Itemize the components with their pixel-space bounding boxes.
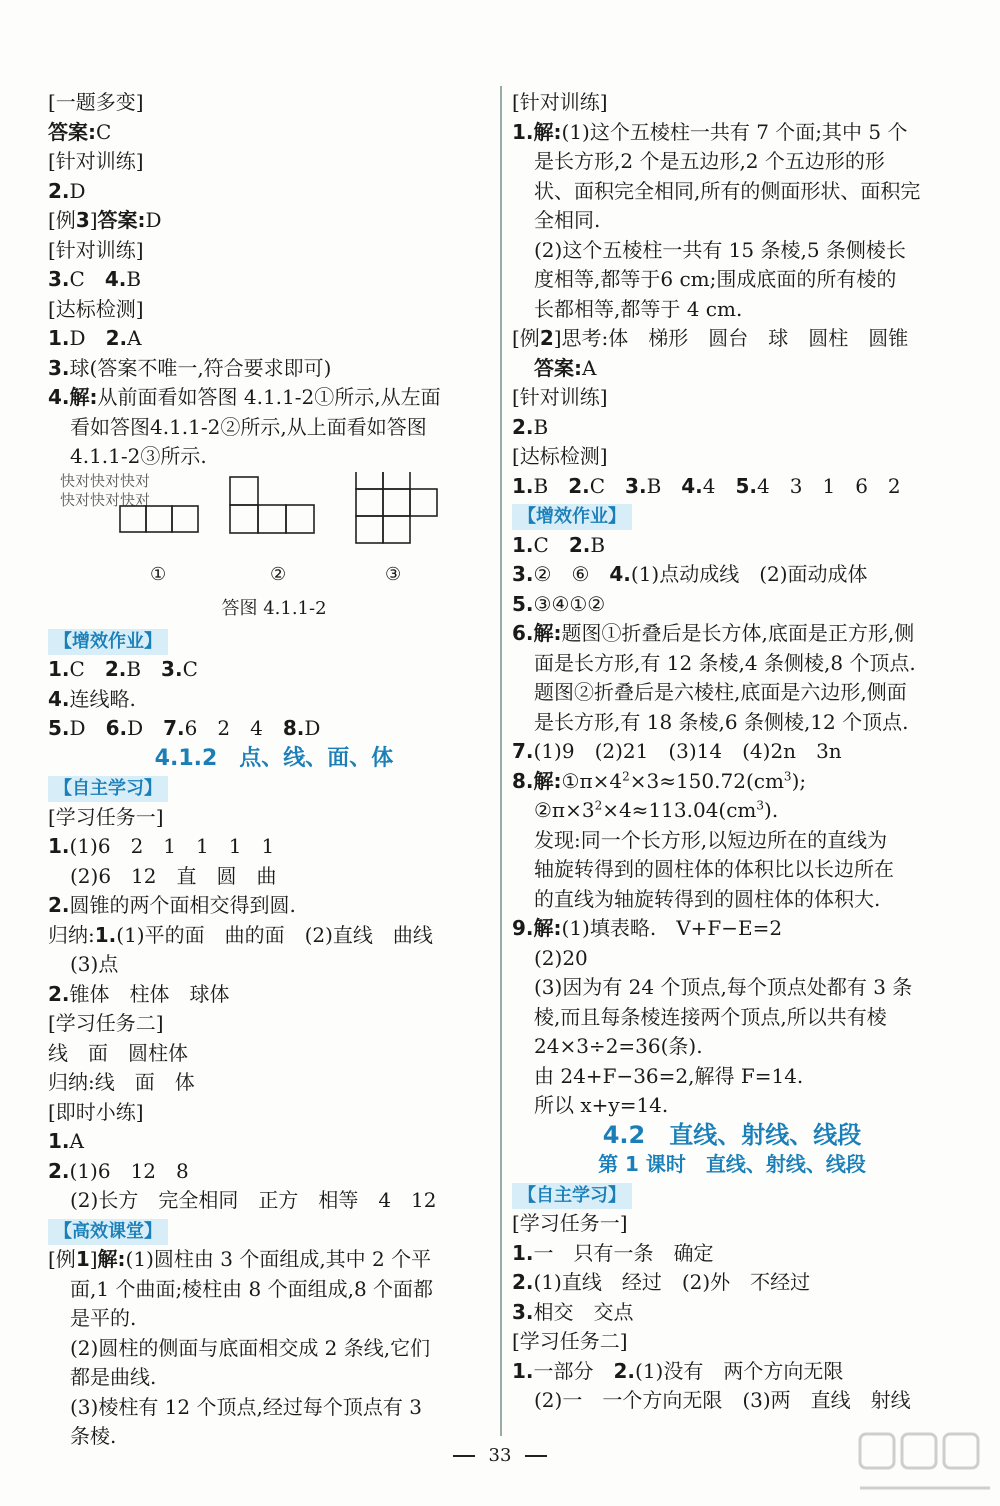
answer-continuation: (3)棱柱有 12 个顶点,经过每个顶点有 3 (70, 1394, 422, 1419)
section-tag: 【增效作业】 (48, 626, 500, 656)
answer-continuation: $②\pi\times 3^2\times 4\approx 113.04(cm^3)$. (534, 798, 779, 822)
answer-line: 3.相交 交点 (512, 1299, 634, 1324)
answer-line: 1.B 2.C 3.B 4.4 5.4 3 1 6 2 (512, 473, 901, 498)
view2-cell (230, 505, 258, 533)
view3-cell (383, 489, 410, 516)
answer-continuation: (2)这个五棱柱一共有 15 条棱,5 条侧棱长 (534, 237, 906, 262)
page-number: 33 (0, 1445, 1000, 1466)
watermark-text: 快对快对快对 (60, 471, 151, 490)
answer-line: 3.C 4.B (48, 267, 142, 291)
answer-line: 1.D 2.A (48, 326, 142, 350)
summary-line: 归纳:线 面 体 (48, 1070, 195, 1094)
view2-cell (258, 505, 286, 533)
answer-line: 8.解$:①\pi\times 4^2\times 3\approx 150.72(cm^3)$; (512, 768, 807, 793)
answer-continuation: 全相同. (534, 208, 601, 232)
answer-line: 6.解:题图①折叠后是长方体,底面是正方形,侧 (512, 621, 915, 645)
answer-line: 7.(1)9 (2)21 (3)14 (4)2n 3n (512, 739, 842, 763)
answer-continuation: (2)一 一个方向无限 (3)两 直线 射线 (534, 1388, 911, 1412)
site-logo-stamp-icon (850, 1426, 1000, 1506)
answer-continuation: 条棱. (70, 1424, 117, 1448)
answer-continuation: 面是长方形,有 12 条棱,4 条侧棱,8 个顶点. (534, 650, 916, 675)
answer-line: 2.D (48, 178, 86, 203)
section-tag: 【高效课堂】 (48, 1216, 500, 1246)
right-column (512, 88, 952, 1416)
answer-continuation: 题图②折叠后是六棱柱,底面是六边形,侧面 (534, 680, 907, 704)
answer-continuation: (2)圆柱的侧面与底面相交成 2 条线,它们 (70, 1335, 431, 1360)
example-answer: [例3]答案:D (48, 208, 162, 232)
section-label: [针对训练] (512, 385, 608, 409)
summary-line: 归纳:1.(1)平的面 曲的面 (2)直线 曲线 (48, 922, 433, 947)
section-label: [学习任务一] (48, 804, 164, 829)
answer-continuation: 长都相等,都等于 4 cm. (534, 296, 743, 321)
example-answer: [例1]解:(1)圆柱由 3 个面组成,其中 2 个平 (48, 1247, 432, 1271)
section-label: [学习任务二] (48, 1011, 164, 1035)
section-label: [学习任务二] (512, 1329, 628, 1353)
section-label: [学习任务一] (512, 1211, 628, 1235)
view1-cell (172, 506, 198, 532)
view3-cell (356, 489, 383, 516)
figure-label: ① (150, 563, 167, 585)
answer-line: 答案:A (534, 355, 597, 380)
answer-line: 5.③④①② (512, 591, 606, 616)
view3-cell (410, 489, 437, 516)
section-label: [针对训练] (512, 90, 608, 114)
answer-continuation: 是平的. (70, 1306, 137, 1330)
answer-line: 1.一 只有一条 确定 (512, 1240, 714, 1265)
answer-continuation: 状、面积完全相同,所有的侧面形状、面积完 (534, 178, 921, 203)
answer-continuation: 由 24+F−36=2,解得 F=14. (534, 1063, 804, 1088)
view3-cell (356, 516, 383, 543)
answer-continuation: (3)因为有 24 个顶点,每个顶点处都有 3 条 (534, 975, 913, 999)
answer-continuation: 24×3÷2=36(条). (534, 1034, 703, 1058)
view2-cell (286, 505, 314, 533)
left-column (48, 88, 500, 1452)
answer-continuation: 是长方形,2 个是五边形,2 个五边形的形 (534, 149, 885, 173)
answer-line: 5.D 6.D 7.6 2 4 8.D (48, 716, 321, 740)
section-heading: 4.1.2 点、线、面、体 (154, 745, 394, 771)
answer-continuation: 发现:同一个长方形,以短边所在的直线为 (534, 827, 888, 852)
answer-continuation: 的直线为轴旋转得到的圆柱体的体积大. (534, 886, 881, 911)
figure-caption: 答图 4.1.1-2 (221, 597, 327, 619)
section-label: [即时小练] (48, 1099, 144, 1124)
answer-line: 答案:C (48, 119, 112, 144)
answer-line: 3.球(答案不唯一,符合要求即可) (48, 355, 332, 380)
answer-continuation: (2)6 12 直 圆 曲 (70, 863, 277, 888)
answer-line: 1.C 2.B 3.C (48, 657, 198, 681)
example-answer: [例2]思考:体 梯形 圆台 球 圆柱 圆锥 (512, 326, 909, 350)
answer-continuation: 轴旋转得到的圆柱体的体积比以长边所在 (534, 857, 894, 881)
answer-continuation: (2)20 (534, 945, 588, 970)
section-tag: 【自主学习】 (48, 773, 500, 803)
view2-cell (230, 477, 258, 505)
answer-continuation: (3)点 (70, 952, 119, 976)
view1-cell (120, 506, 146, 532)
answer-line: 3.② ⑥ 4.(1)点动成线 (2)面动成体 (512, 562, 868, 586)
answer-line: 2.锥体 柱体 球体 (48, 981, 230, 1006)
figure-label: ② (270, 563, 287, 585)
view3-cell (383, 472, 410, 489)
view1-cell (146, 506, 172, 532)
answer-line: 2.(1)6 12 8 (48, 1158, 189, 1183)
answer-continuation: 4.1.1-2③所示. (70, 444, 207, 468)
answer-line: 1.A (48, 1129, 84, 1153)
section-label: [达标检测] (512, 444, 608, 468)
answer-continuation: 看如答图4.1.1-2②所示,从上面看如答图 (70, 414, 427, 439)
section-label: [针对训练] (48, 149, 144, 173)
answer-line: 1.(1)6 2 1 1 1 1 (48, 834, 275, 858)
section-tag: 【自主学习】 (512, 1180, 952, 1210)
section-tag: 【增效作业】 (512, 501, 952, 531)
answer-figure (48, 472, 500, 602)
section-label: [一题多变] (48, 90, 144, 114)
answer-continuation: (2)长方 完全相同 正方 相等 4 12 (70, 1188, 437, 1212)
answer-continuation: 是长方形,有 18 条棱,6 条侧棱,12 个顶点. (534, 709, 909, 734)
section-heading: 4.2 直线、射线、线段 (602, 1120, 862, 1149)
answer-continuation: 面,1 个曲面;棱柱由 8 个面组成,8 个面都 (70, 1276, 434, 1301)
answer-continuation: 棱,而且每条棱连接两个顶点,所以共有棱 (534, 1004, 887, 1029)
answer-line: 2.圆锥的两个面相交得到圆. (48, 893, 296, 917)
answer-line: 2.(1)直线 经过 (2)外 不经过 (512, 1270, 811, 1294)
view3-cell (383, 516, 410, 543)
answer-line: 线 面 圆柱体 (48, 1040, 188, 1065)
answer-line: 9.解:(1)填表略. V+F−E=2 (512, 916, 783, 940)
lesson-heading: 第 1 课时 直线、射线、线段 (598, 1152, 866, 1176)
answer-line: 2.B (512, 414, 549, 439)
answer-line: 1.C 2.B (512, 532, 606, 557)
answer-continuation: 所以 x+y=14. (534, 1093, 669, 1117)
figure-label: ③ (385, 563, 402, 585)
answer-continuation: 度相等,都等于6 cm;围成底面的所有棱的 (534, 267, 897, 291)
answer-line: 1.一部分 2.(1)没有 两个方向无限 (512, 1358, 844, 1383)
column-divider (500, 86, 502, 1436)
answer-line: 1.解:(1)这个五棱柱一共有 7 个面;其中 5 个 (512, 119, 908, 144)
section-label: [针对训练] (48, 237, 144, 262)
watermark-text: 快对快对快对 (60, 490, 151, 509)
answer-line: 4.解:从前面看如答图 4.1.1-2①所示,从左面 (48, 385, 441, 409)
answer-continuation: 都是曲线. (70, 1365, 157, 1389)
answer-line: 4.连线略. (48, 686, 136, 711)
section-label: [达标检测] (48, 296, 144, 321)
view3-cell (356, 472, 383, 489)
